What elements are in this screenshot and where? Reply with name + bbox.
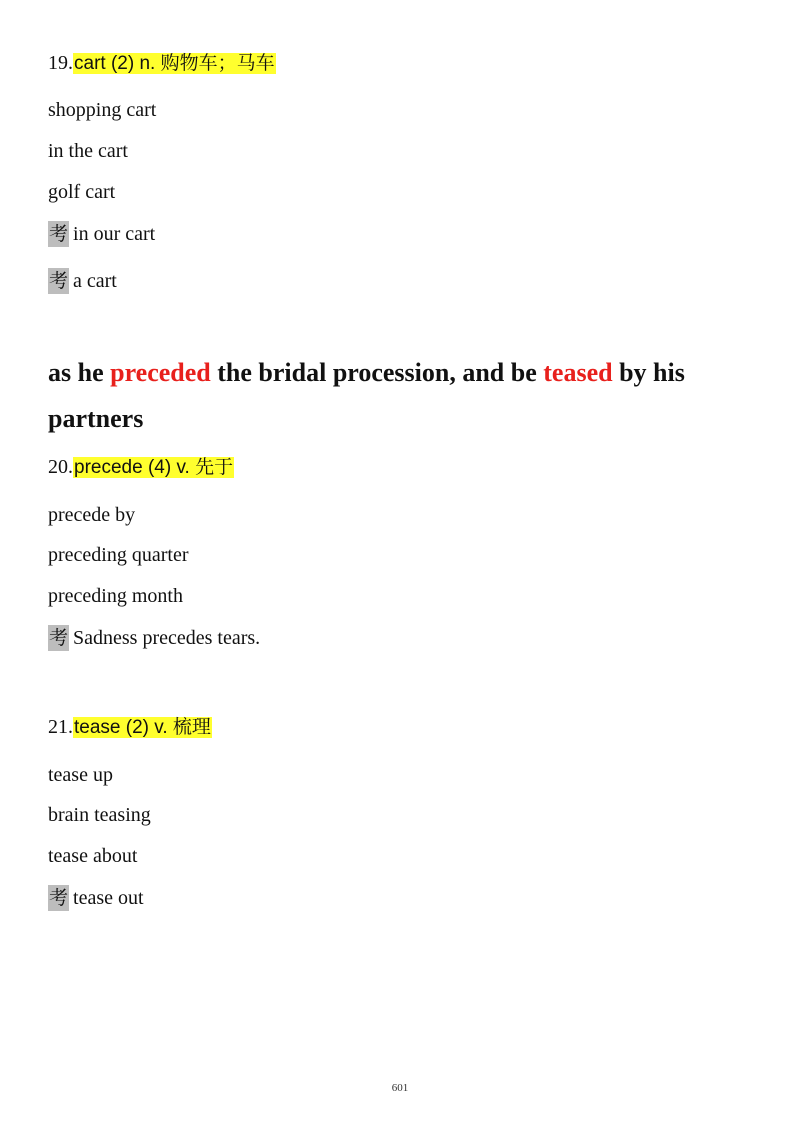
phrase-line: in the cart	[48, 140, 128, 162]
sentence-text: the bridal procession, and be	[210, 358, 544, 387]
sentence-keyword: teased	[543, 358, 613, 387]
headword-highlight: tease (2) v. 梳理	[74, 717, 211, 738]
sentence-text: by his partners	[48, 358, 685, 433]
phrase-line: shopping cart	[48, 99, 157, 121]
entry-20-heading	[48, 454, 234, 481]
exam-phrase-line	[48, 885, 144, 911]
page-number: 601	[391, 1082, 409, 1094]
exam-marker: 考	[49, 223, 69, 245]
exam-phrase-line	[48, 625, 260, 651]
exam-marker: 考	[49, 270, 69, 292]
exam-phrase-text: a cart	[73, 270, 117, 292]
phrase-line: brain teasing	[48, 804, 151, 826]
exam-marker: 考	[49, 887, 69, 909]
entry-number: 19.	[48, 52, 73, 74]
sentence-text: as he	[48, 358, 111, 387]
phrase-line: tease about	[48, 845, 138, 867]
exam-marker: 考	[49, 627, 69, 649]
entry-19-heading	[48, 50, 276, 77]
phrase-line: golf cart	[48, 181, 116, 203]
phrase-line: preceding month	[48, 585, 183, 607]
phrase-line: precede by	[48, 504, 136, 526]
example-sentence	[48, 350, 748, 442]
headword-highlight: precede (4) v. 先于	[74, 457, 234, 478]
entry-number: 20.	[48, 456, 73, 478]
entry-number: 21.	[48, 716, 73, 738]
entry-21-heading	[48, 714, 212, 741]
sentence-keyword: preceded	[110, 358, 211, 387]
exam-phrase-text: tease out	[73, 887, 144, 909]
exam-phrase-text: Sadness precedes tears.	[73, 627, 261, 649]
headword-highlight: cart (2) n. 购物车；马车	[74, 53, 275, 74]
exam-phrase-line	[48, 221, 155, 247]
phrase-line: tease up	[48, 764, 113, 786]
exam-phrase-line	[48, 268, 117, 294]
phrase-line: preceding quarter	[48, 544, 189, 566]
exam-phrase-text: in our cart	[73, 223, 156, 245]
